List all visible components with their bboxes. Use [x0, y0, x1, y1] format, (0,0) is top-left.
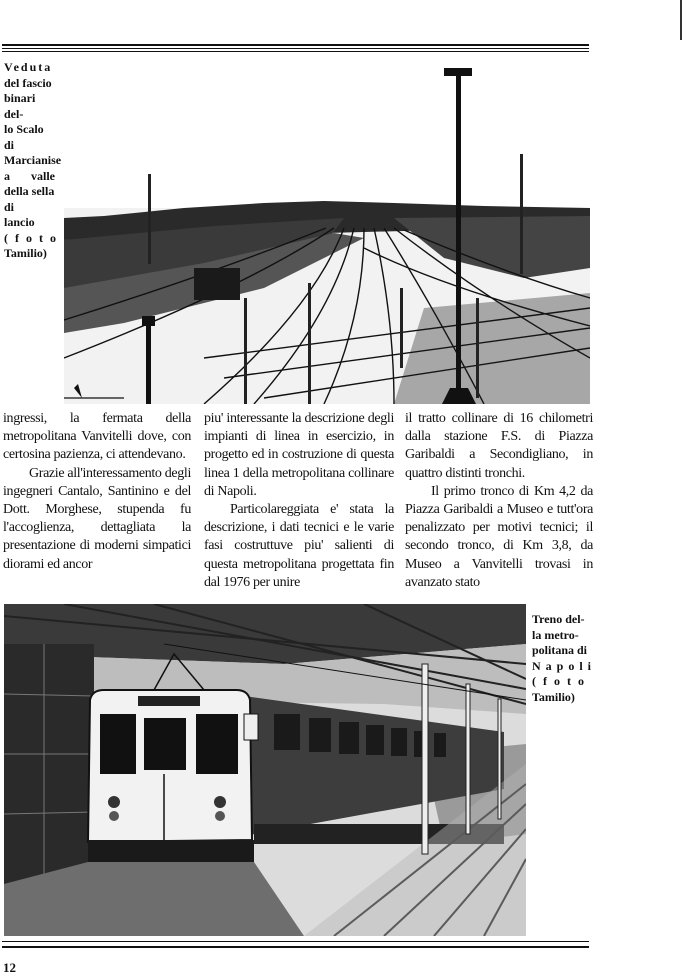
text-column-1 — [3, 410, 191, 574]
caption-line: a valle — [4, 168, 55, 183]
corner-mark — [680, 0, 682, 40]
caption-line: la metro- — [532, 627, 579, 642]
paragraph: Grazie all'interessamento degli ingegneri Cantalo, Santinino e del Dott. Morghese, stupenda fu l'accoglienza, dettagliata la presentazione di moderni simpatici diorami ed ancor — [3, 465, 191, 572]
paragraph: ingressi, la fermata della metropolitana Vanvitelli dove, con certosina pazienza, ci attendevano. — [3, 411, 191, 463]
caption-line: Napoli — [532, 658, 597, 673]
caption-line: (foto — [532, 674, 591, 688]
metro-train-photo — [4, 604, 526, 936]
caption-line: Treno del- — [532, 612, 585, 626]
photo-caption-rail-yard — [4, 60, 63, 262]
paragraph: Particolareggiata e' stata la descrizione, i dati tecnici e le varie fasi costruttuve piu' salienti di questa metropolitana progettata fin dal 1976 per unire — [204, 502, 394, 590]
caption-line: Marcianise — [4, 153, 62, 167]
caption-line: (foto — [4, 230, 63, 245]
paragraph: Il primo tronco di Km 4,2 da Piazza Garibaldi a Museo e tutt'ora penalizzato per motivi tecnici; il secondo tronco, di Km 3,8, da Museo a Vanvitelli trovasi in avanzato stato — [405, 483, 593, 590]
page-number: 12 — [3, 960, 16, 975]
caption-line: Veduta — [4, 60, 53, 74]
caption-line: di lancio — [4, 199, 35, 229]
text-column-3 — [405, 410, 593, 592]
paragraph: il tratto collinare di 16 chilometri dalla stazione F.S. di Piazza Garibaldi a Secondigliano, in quattro distinti tronchi. — [405, 411, 593, 481]
rail-yard-photo — [64, 58, 590, 404]
caption-line: politana di — [532, 643, 588, 657]
caption-line: Tamilio) — [4, 246, 47, 260]
caption-line: del fascio — [4, 75, 52, 90]
paragraph: piu' interessante la descrizione degli impianti di linea in esercizio, in progetto ed in costruzione di questa linea 1 della metropolitana collinare di Napoli. — [204, 411, 394, 499]
caption-line: della sella — [4, 184, 55, 198]
text-column-2 — [204, 410, 394, 592]
caption-line: binari del- — [4, 91, 36, 121]
caption-line: lo Scalo di — [4, 122, 44, 152]
photo-caption-metro-train — [532, 612, 597, 705]
top-rule — [2, 44, 589, 52]
bottom-rule — [2, 941, 589, 948]
caption-line: Tamilio) — [532, 689, 575, 704]
